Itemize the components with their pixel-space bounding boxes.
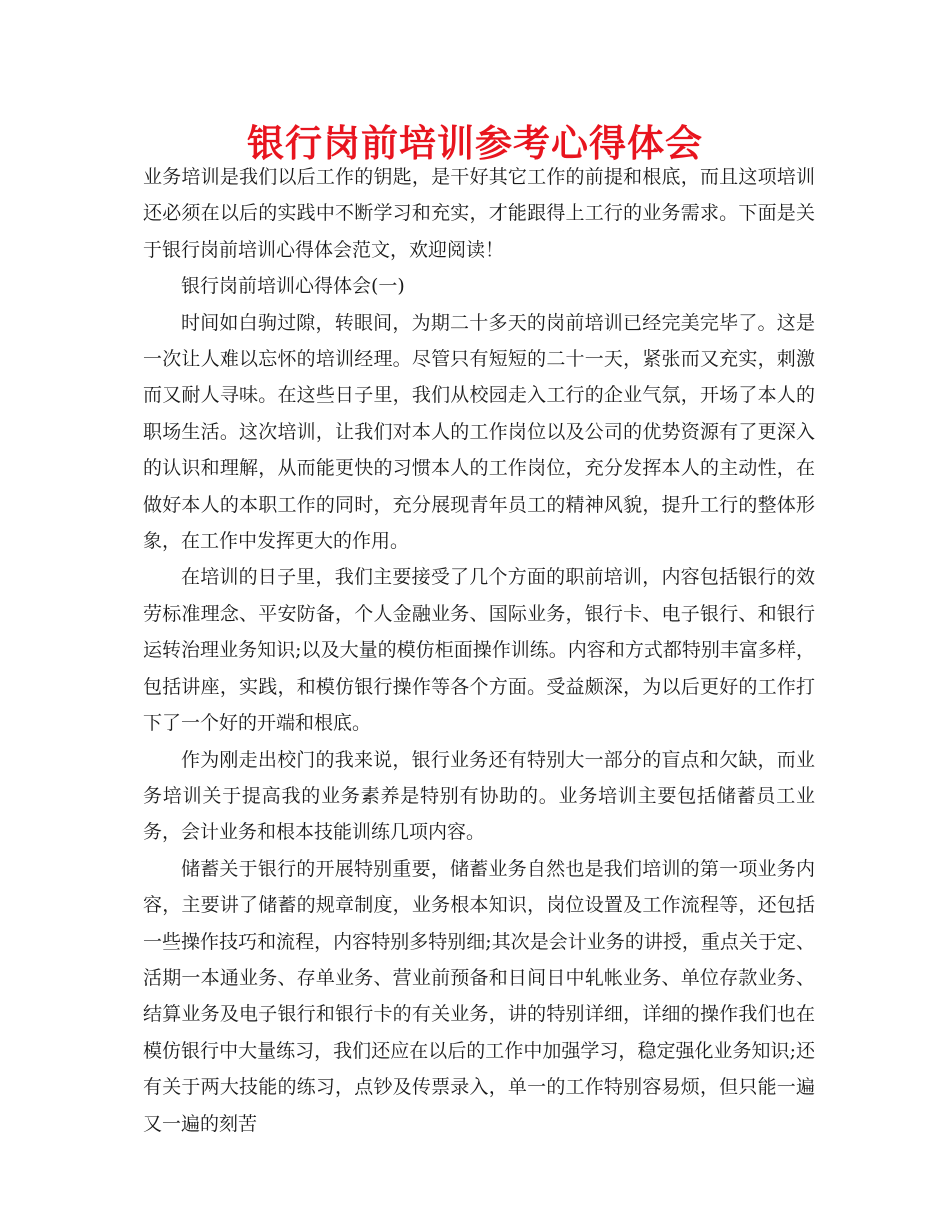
paragraph-intro: 业务培训是我们以后工作的钥匙，是干好其它工作的前提和根底，而且这项培训还必须在以后的实践中不断学习和充实，才能跟得上工行的业务需求。下面是关于银行岗前培训心得体会范文，欢迎阅读！ — [143, 166, 815, 261]
paragraph: 作为刚走出校门的我来说，银行业务还有特别大一部分的盲点和欠缺，而业务培训关于提高我的业务素养是特别有协助的。业务培训主要包括储蓄员工业务，会计业务和根本技能训练几项内容。 — [143, 748, 815, 844]
paragraph: 时间如白驹过隙，转眼间，为期二十多天的岗前培训已经完美完毕了。这是一次让人难以忘怀的培训经理。尽管只有短短的二十一天，紧张而又充实，刺激而又耐人寻味。在这些日子里，我们从校园走入工行的企业气氛，开场了本人的职场生活。这次培训，让我们对本人的工作岗位以及公司的优势资源有了更深入的认识和理解，从而能更快的习惯本人的工作岗位，充分发挥本人的主动性，在做好本人的本职工作的同时，充分展现青年员工的精神风貌，提升工行的整体形象，在工作中发挥更大的作用。 — [143, 311, 815, 553]
paragraph: 在培训的日子里，我们主要接受了几个方面的职前培训，内容包括银行的效劳标准理念、平安防备，个人金融业务、国际业务，银行卡、电子银行、和银行运转治理业务知识;以及大量的模仿柜面操作训练。内容和方式都特别丰富多样，包括讲座，实践，和模仿银行操作等各个方面。受益颇深，为以后更好的工作打下了一个好的开端和根底。 — [143, 566, 815, 735]
paragraph: 储蓄关于银行的开展特别重要，储蓄业务自然也是我们培训的第一项业务内容，主要讲了储蓄的规章制度，业务根本知识，岗位设置及工作流程等，还包括一些操作技巧和流程，内容特别多特别细;其次是会计业务的讲授，重点关于定、活期一本通业务、存单业务、营业前预备和日间日中轧帐业务、单位存款业务、结算业务及电子银行和银行卡的有关业务，讲的特别详细，详细的操作我们也在模仿银行中大量练习，我们还应在以后的工作中加强学习，稳定强化业务知识;还有关于两大技能的练习，点钞及传票录入，单一的工作特别容易烦，但只能一遍又一遍的刻苦 — [143, 857, 815, 1135]
document-title: 银行岗前培训参考心得体会 — [247, 122, 703, 165]
document-body — [143, 159, 815, 1142]
section-heading: 银行岗前培训心得体会(一) — [181, 275, 405, 298]
